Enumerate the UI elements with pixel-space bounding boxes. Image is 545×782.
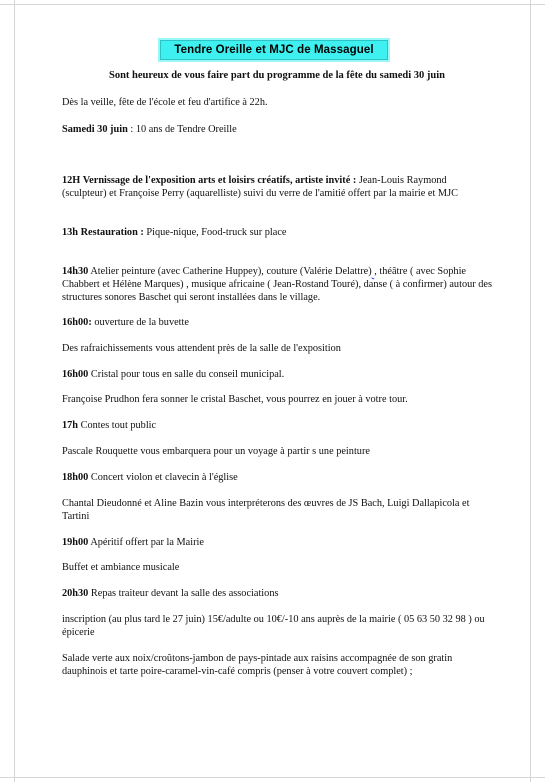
item-time: 18h00: [62, 472, 89, 483]
item-vernissage: [62, 175, 492, 201]
item-text: Contes tout public: [78, 420, 157, 431]
item-time: 19h00: [62, 537, 89, 548]
item-time: 16h00:: [62, 317, 92, 328]
item-time: 16h00: [62, 369, 89, 380]
item-ateliers: [62, 266, 492, 304]
subtitle: Sont heureux de vous faire part du programme de la fête du samedi 30 juin: [108, 70, 445, 81]
item-time: 17h: [62, 420, 79, 431]
item-text: Jean-Louis Raymond (sculpteur) et Françoise Perry (aquarelliste) suivi du verre de l'amitié offert par la mairie et MJC: [62, 175, 458, 199]
page-border-top: [0, 4, 545, 5]
item-time: 20h30: [62, 588, 89, 599]
item-buvette: [62, 317, 492, 330]
item-text: Repas traiteur devant la salle des associations: [88, 588, 279, 599]
page-border-bottom: [0, 777, 545, 778]
item-text: Apéritif offert par la Mairie: [88, 537, 204, 548]
item-cristal-desc: Françoise Prudhon fera sonner le cristal Baschet, vous pourrez en jouer à votre tour.: [62, 394, 408, 405]
item-time: 13h Restauration :: [62, 227, 144, 238]
item-contes: [62, 420, 492, 433]
day-heading: [62, 124, 492, 137]
item-rafraichissements: Des rafraichissements vous attendent près de la salle de l'exposition: [62, 343, 341, 354]
item-aperitif: [62, 537, 492, 550]
day-heading-bold: Samedi 30 juin: [62, 124, 128, 135]
item-text: Concert violon et clavecin à l'église: [88, 472, 238, 483]
item-text: Atelier peinture (avec Catherine Huppey), couture (Valérie Delattre): [88, 266, 372, 277]
item-text: Cristal pour tous en salle du conseil municipal.: [88, 369, 285, 380]
item-time: 14h30: [62, 266, 89, 277]
item-text: , théâtre ( avec Sophie Chabbert et Hélène Marques) , musique africaine ( Jean-Rostand Touré), danse ( à confirmer) autour des structures sonores Baschet qui seront installées dans le village.: [62, 266, 492, 303]
title-box: [160, 40, 388, 60]
item-repas: [62, 588, 492, 601]
item-buffet: Buffet et ambiance musicale: [62, 562, 180, 573]
document-title: Tendre Oreille et MJC de Massaguel: [174, 44, 374, 56]
item-concert: [62, 472, 492, 485]
intro-paragraph: Dès la veille, fête de l'école et feu d'artifice à 22h.: [62, 97, 268, 108]
item-text: ouverture de la buvette: [91, 317, 189, 328]
item-cristal: [62, 369, 492, 382]
item-concert-desc: Chantal Dieudonné et Aline Bazin vous interpréterons des œuvres de JS Bach, Luigi Dallapicola et Tartini: [62, 498, 470, 522]
item-text: Pique-nique, Food-truck sur place: [143, 227, 287, 238]
item-inscription: inscription (au plus tard le 27 juin) 15€/adulte ou 10€/-10 ans auprès de la mairie ( 05 63 50 32 98 ) ou épicerie: [62, 614, 485, 638]
page-border-left: [14, 0, 15, 782]
item-menu: Salade verte aux noix/croûtons-jambon de pays-pintade aux raisins accompagnée de son gratin dauphinois et tarte poire-caramel-vin-café compris (penser à votre couvert complet) ;: [62, 653, 453, 677]
page-border-right: [530, 0, 531, 782]
item-restauration: [62, 227, 492, 240]
day-heading-rest: : 10 ans de Tendre Oreille: [127, 124, 237, 135]
item-time: 12H Vernissage de l'exposition arts et loisirs créatifs, artiste invité :: [62, 175, 357, 186]
item-contes-desc: Pascale Rouquette vous embarquera pour un voyage à partir s une peinture: [62, 446, 370, 457]
